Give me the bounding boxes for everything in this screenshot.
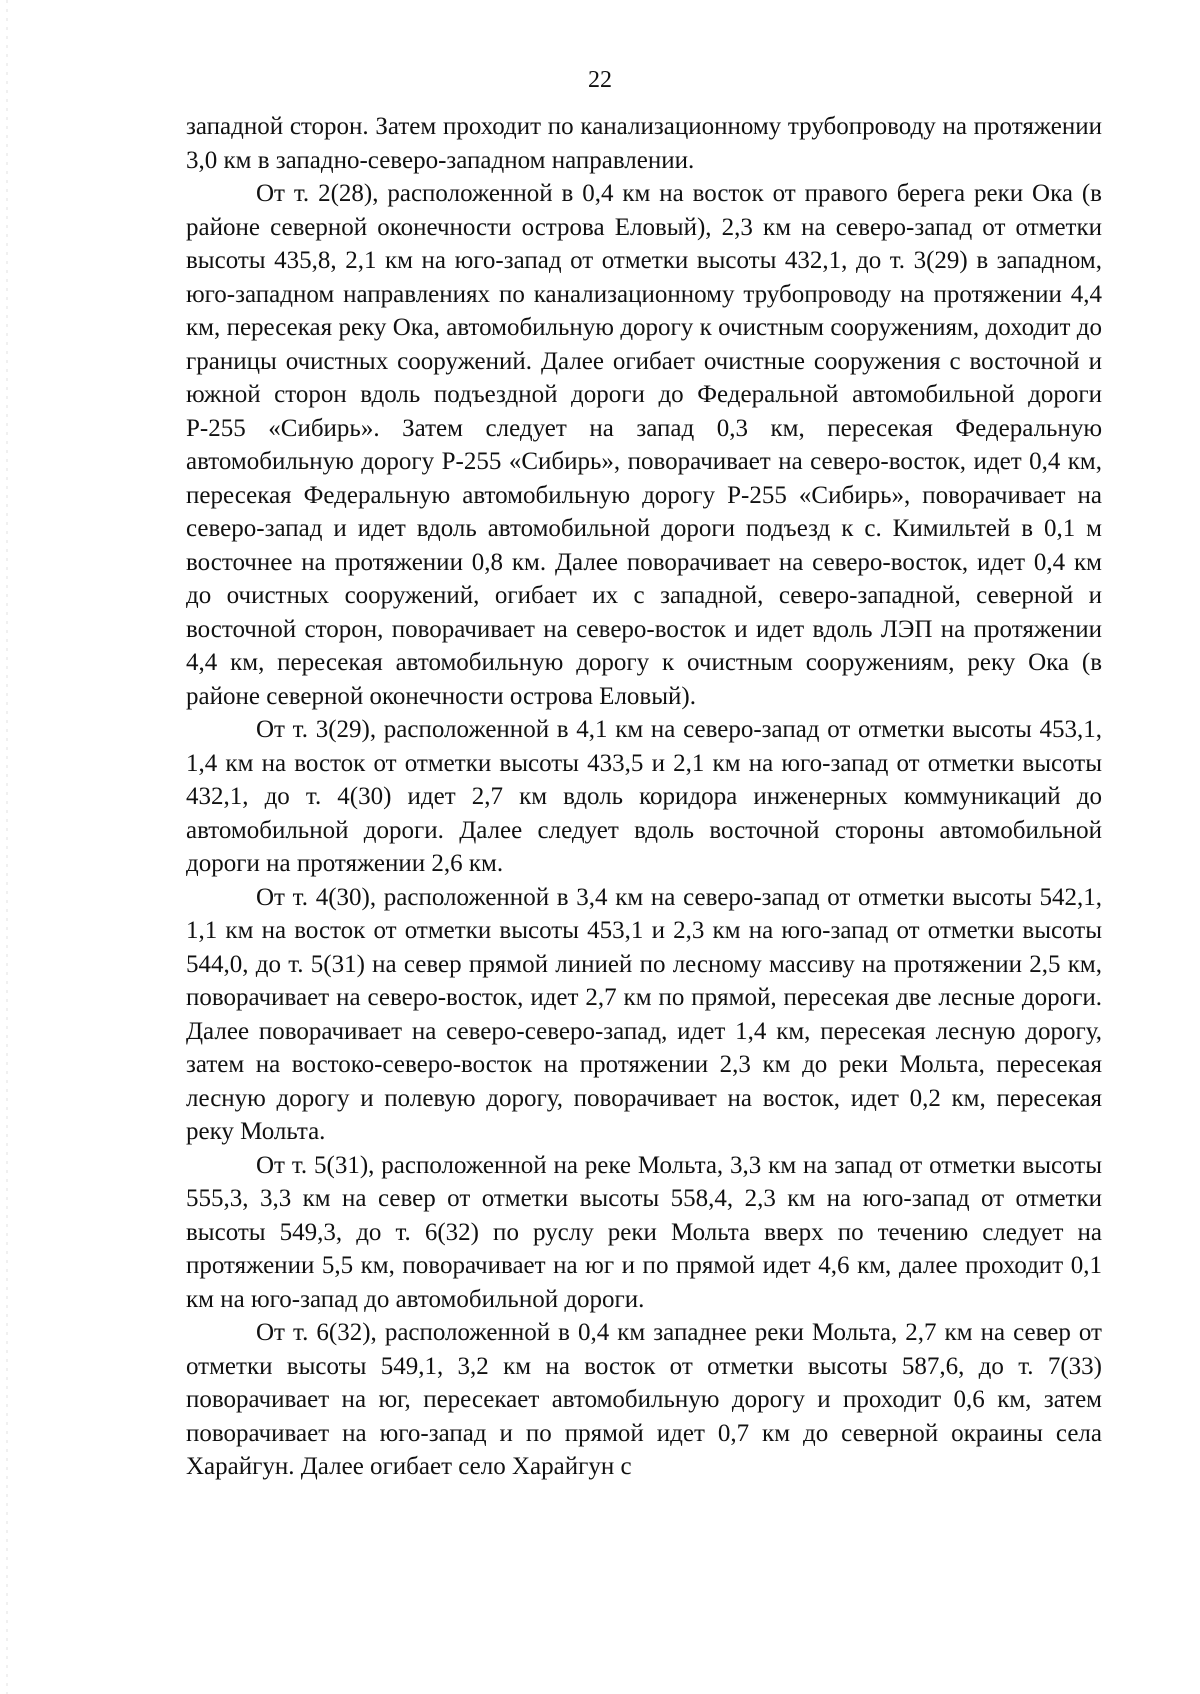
paragraph-point-6-32: От т. 6(32), расположенной в 0,4 км западнее реки Мольта, 2,7 км на север от отметки высоты 549,1, 3,2 км на восток от отметки высоты 587,6, до т. 7(33) поворачивает на юг, пересекает автомобильную дорогу и проходит 0,6 км, затем поворачивает на юго-запад и по прямой идет 0,7 км до северной окраины села Харайгун. Далее огибает село Харайгун с (186, 1319, 1102, 1480)
paragraph-point-5-31: От т. 5(31), расположенной на реке Мольта, 3,3 км на запад от отметки высоты 555,3, 3,3 км на север от отметки высоты 558,4, 2,3 км на юго-запад от отметки высоты 549,3, до т. 6(32) по руслу реки Мольта вверх по течению следует на протяжении 5,5 км, поворачивает на юг и по прямой идет 4,6 км, далее проходит 0,1 км на юго-запад до автомобильной дороги. (186, 1151, 1102, 1313)
document-body (186, 110, 1102, 1484)
paragraph-continued: западной сторон. Затем проходит по канализационному трубопроводу на протяжении 3,0 км в западно-северо-западном направлении. (186, 113, 1102, 174)
scan-edge-artifact (6, 0, 8, 1694)
paragraph-point-4-30: От т. 4(30), расположенной в 3,4 км на северо-запад от отметки высоты 542,1, 1,1 км на восток от отметки высоты 453,1 и 2,3 км на юго-запад от отметки высоты 544,0, до т. 5(31) на север прямой линией по лесному массиву на протяжении 2,5 км, поворачивает на северо-восток, идет 2,7 км по прямой, пересекая две лесные дороги. Далее поворачивает на северо-северо-запад, идет 1,4 км, пересекая лесную дорогу, затем на востоко-северо-восток на протяжении 2,3 км до реки Мольта, пересекая лесную дорогу и полевую дорогу, поворачивает на восток, идет 0,2 км, пересекая реку Мольта. (186, 883, 1102, 1145)
paragraph-point-2-28: От т. 2(28), расположенной в 0,4 км на восток от правого берега реки Ока (в районе северной оконечности острова Еловый), 2,3 км на северо-запад от отметки высоты 435,8, 2,1 км на юго-запад от отметки высоты 432,1, до т. 3(29) в западном, юго-западном направлениях по канализационному трубопроводу на протяжении 4,4 км, пересекая реку Ока, автомобильную дорогу к очистным сооружениям, доходит до границы очистных сооружений. Далее огибает очистные сооружения с восточной и южной сторон вдоль подъездной дороги до Федеральной автомобильной дороги Р-255 «Сибирь». Затем следует на запад 0,3 км, пересекая Федеральную автомобильную дорогу Р-255 «Сибирь», поворачивает на северо-восток, идет 0,4 км, пересекая Федеральную автомобильную дорогу Р-255 «Сибирь», поворачивает на северо-запад и идет вдоль автомобильной дороги подъезд к с. Кимильтей в 0,1 м восточнее на протяжении 0,8 км. Далее поворачивает на северо-восток, идет 0,4 км до очистных сооружений, огибает их с западной, северо-западной, северной и восточной сторон, поворачивает на северо-восток и идет вдоль ЛЭП на протяжении 4,4 км, пересекая автомобильную дорогу к очистным сооружениям, реку Ока (в районе северной оконечности острова Еловый). (186, 180, 1102, 710)
paragraph-point-3-29: От т. 3(29), расположенной в 4,1 км на северо-запад от отметки высоты 453,1, 1,4 км на восток от отметки высоты 433,5 и 2,1 км на юго-запад от отметки высоты 432,1, до т. 4(30) идет 2,7 км вдоль коридора инженерных коммуникаций до автомобильной дороги. Далее следует вдоль восточной стороны автомобильной дороги на протяжении 2,6 км. (186, 716, 1102, 877)
page-number: 22 (588, 67, 612, 93)
